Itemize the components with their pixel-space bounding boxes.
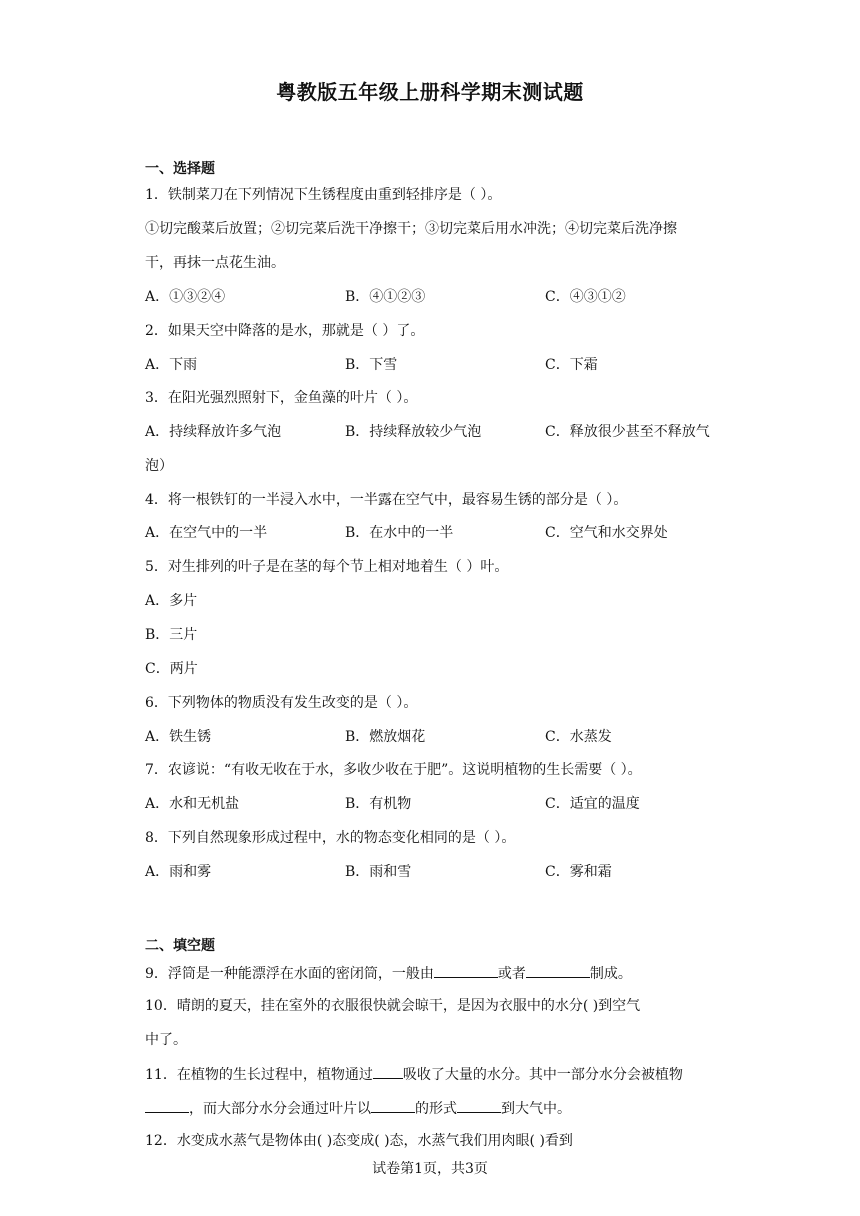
blank-line[interactable] — [457, 1098, 501, 1113]
option-c: C．水蒸发 — [545, 729, 612, 745]
question-5-option-b: B．三片 — [145, 627, 198, 643]
question-10-line-2: 中了。 — [145, 1032, 187, 1048]
question-4-stem: 4．将一根铁钉的一半浸入水中，一半露在空气中，最容易生锈的部分是（ ）。 — [145, 492, 628, 508]
option-b: B．有机物 — [345, 796, 412, 812]
question-5-option-c: C．两片 — [145, 661, 198, 677]
option-c: C．空气和水交界处 — [545, 525, 668, 541]
blank-line[interactable] — [371, 1098, 415, 1113]
option-c: C．雾和霜 — [545, 864, 612, 880]
option-a: A．持续释放许多气泡 — [145, 424, 282, 440]
question-1-context: ①切完酸菜后放置；②切完菜后洗干净擦干；③切完菜后用水冲洗；④切完菜后洗净擦 — [145, 221, 677, 237]
page-title: 粤教版五年级上册科学期末测试题 — [276, 80, 584, 104]
option-c: C．下霜 — [545, 357, 598, 373]
question-10-line-1: 10．晴朗的夏天，挂在室外的衣服很快就会晾干，是因为衣服中的水分( )到空气 — [145, 998, 641, 1014]
question-5-option-a: A．多片 — [145, 593, 198, 609]
question-6-stem: 6．下列物体的物质没有发生改变的是（ ）。 — [145, 695, 418, 711]
question-1-context-cont: 干，再抹一点花生油。 — [145, 255, 285, 271]
blank-line[interactable] — [373, 1064, 403, 1079]
option-b: B．燃放烟花 — [345, 729, 426, 745]
question-9-text-3: 制成。 — [589, 966, 632, 982]
question-11-text-3: ，而大部分水分会通过叶片以 — [189, 1101, 371, 1117]
section-heading-choice: 一、选择题 — [145, 161, 215, 177]
question-11-text-5: 到大气中。 — [501, 1101, 571, 1117]
blank-line[interactable] — [434, 963, 498, 978]
question-5-stem: 5．对生排列的叶子是在茎的每个节上相对地着生（ ）叶。 — [145, 559, 509, 575]
question-9-text-1: 9．浮筒是一种能漂浮在水面的密闭筒，一般由 — [145, 966, 434, 982]
page-footer: 试卷第1页，共3页 — [372, 1161, 488, 1177]
question-3-stem: 3．在阳光强烈照射下，金鱼藻的叶片（ ）。 — [145, 390, 418, 406]
option-b: B．雨和雪 — [345, 864, 412, 880]
option-c: C．④③①② — [545, 289, 626, 305]
option-a: A．下雨 — [145, 357, 198, 373]
question-8-stem: 8．下列自然现象形成过程中，水的物态变化相同的是（ ）。 — [145, 830, 516, 846]
blank-line[interactable] — [526, 963, 590, 978]
option-c: C．适宜的温度 — [545, 796, 640, 812]
option-a: A．在空气中的一半 — [145, 525, 268, 541]
option-c: C．释放很少甚至不释放气 — [545, 424, 710, 440]
option-b: B．在水中的一半 — [345, 525, 454, 541]
option-b: B．④①②③ — [345, 289, 426, 305]
question-1-stem: 1．铁制菜刀在下列情况下生锈程度由重到轻排序是（ ）。 — [145, 187, 502, 203]
question-11-line-1 — [145, 1064, 720, 1085]
question-11-text-1: 11．在植物的生长过程中，植物通过 — [145, 1067, 373, 1083]
question-11-line-2 — [145, 1098, 720, 1119]
option-a: A．雨和雾 — [145, 864, 212, 880]
question-2-stem: 2．如果天空中降落的是水，那就是（ ）了。 — [145, 323, 425, 339]
question-9 — [145, 963, 720, 984]
option-a: A．铁生锈 — [145, 729, 212, 745]
option-a: A．①③②④ — [145, 289, 226, 305]
question-9-text-2: 或者 — [497, 966, 526, 982]
question-3-option-c-cont: 泡） — [145, 458, 173, 474]
question-11-text-2: 吸收了大量的水分。其中一部分水分会被植物 — [402, 1067, 683, 1083]
blank-line[interactable] — [145, 1098, 189, 1113]
option-a: A．水和无机盐 — [145, 796, 240, 812]
section-heading-fill: 二、填空题 — [145, 938, 215, 954]
question-7-stem: 7．农谚说：“有收无收在于水，多收少收在于肥”。这说明植物的生长需要（ ）。 — [145, 762, 642, 778]
question-11-text-4: 的形式 — [415, 1101, 457, 1117]
question-12-line-1: 12．水变成水蒸气是物体由( )态变成( )态，水蒸气我们用肉眼( )看到 — [145, 1133, 573, 1149]
option-b: B．持续释放较少气泡 — [345, 424, 482, 440]
option-b: B．下雪 — [345, 357, 398, 373]
